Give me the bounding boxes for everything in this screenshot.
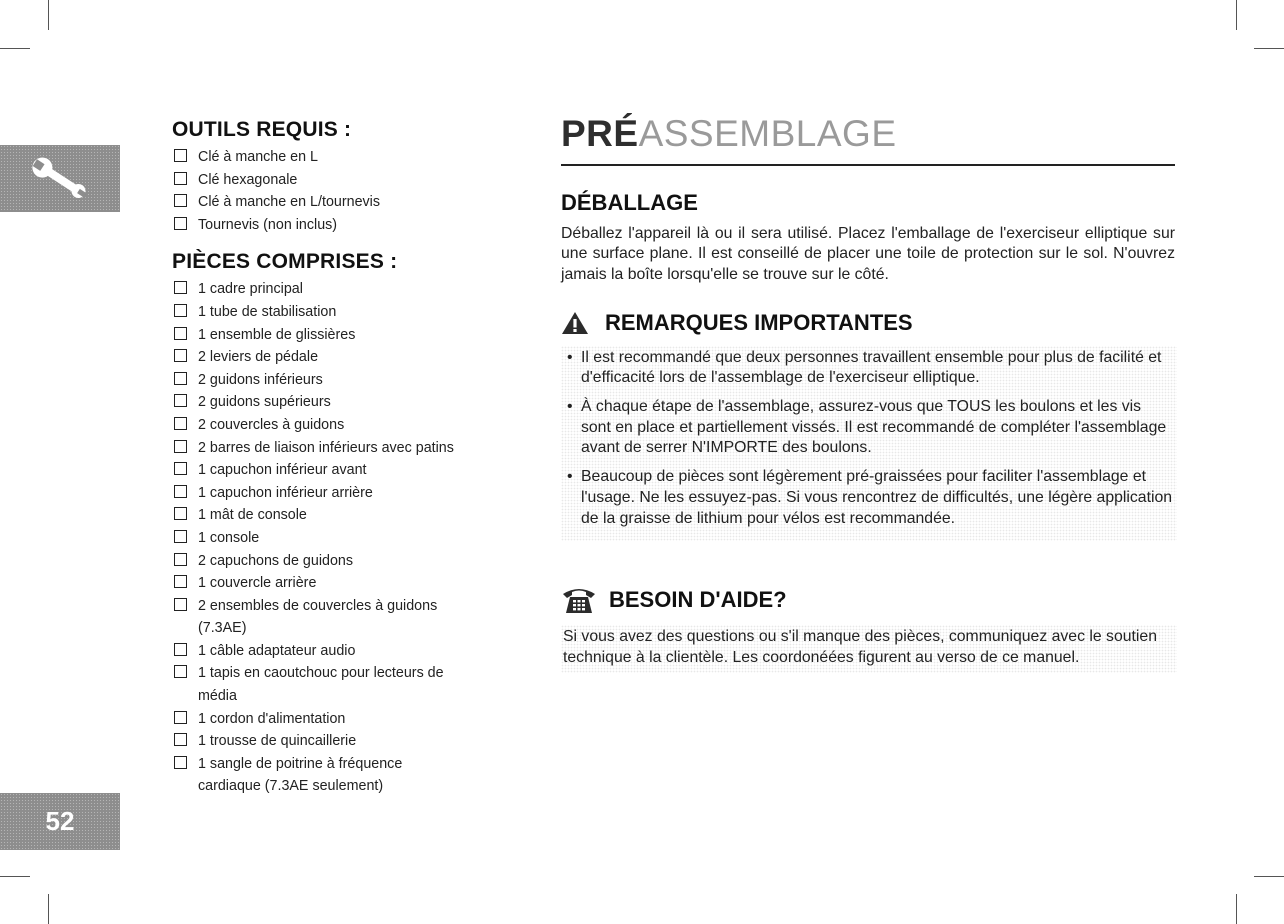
warning-icon <box>561 311 589 335</box>
parts-item: 1 cadre principal <box>174 278 502 301</box>
note-item: • À chaque étape de l'assemblage, assurez-vous que TOUS les boulons et les vis sont en place et partiellement vissés. Il est recommandé de compléter l'assemblage avant de serrer N'IMPORTE des boulons. <box>567 397 1175 459</box>
checkbox[interactable] <box>174 553 187 566</box>
parts-item: 1 ensemble de glissières <box>174 324 502 347</box>
parts-item: 2 capuchons de guidons <box>174 550 502 573</box>
wrench-icon <box>27 154 93 204</box>
checkbox[interactable] <box>174 711 187 724</box>
page-title-rest: ASSEMBLAGE <box>638 113 897 154</box>
tools-item: Clé à manche en L/tournevis <box>174 191 502 214</box>
parts-item: 2 leviers de pédale <box>174 346 502 369</box>
tools-title: OUTILS REQUIS : <box>172 118 352 141</box>
notes-heading <box>561 310 1175 336</box>
checkbox[interactable] <box>174 575 187 588</box>
page-number-tab <box>0 793 120 850</box>
notes-box <box>561 346 1177 542</box>
checkbox[interactable] <box>174 172 187 185</box>
crop-mark <box>0 48 30 49</box>
parts-list <box>174 278 502 798</box>
parts-item: 1 sangle de poitrine à fréquence cardiaque (7.3AE seulement) <box>174 753 444 798</box>
checkbox[interactable] <box>174 643 187 656</box>
parts-item: 2 couvercles à guidons <box>174 414 502 437</box>
help-heading <box>561 585 1175 615</box>
help-box <box>561 625 1177 672</box>
note-item: • Beaucoup de pièces sont légèrement pré-graissées pour faciliter l'assemblage et l'usage. Ne les essuyez-pas. Si vous rencontrez de difficultés, une légère application de la graisse de lithium pour vélos est recommandée. <box>567 467 1175 529</box>
parts-title: PIÈCES COMPRISES : <box>172 250 398 274</box>
crop-mark <box>1254 48 1284 49</box>
parts-item: 1 trousse de quincaillerie <box>174 730 502 753</box>
bullet-icon: • <box>567 398 573 416</box>
parts-item: 1 tapis en caoutchouc pour lecteurs de média <box>174 662 474 707</box>
page-number: 52 <box>45 806 75 836</box>
page-title-prefix: PRÉ <box>561 113 639 154</box>
crop-mark <box>1236 894 1237 924</box>
telephone-icon <box>561 585 597 615</box>
checkbox[interactable] <box>174 349 187 362</box>
notes-list <box>561 346 1177 542</box>
parts-item: 2 ensembles de couvercles à guidons (7.3AE) <box>174 595 484 640</box>
title-rule <box>561 164 1175 166</box>
bullet-icon: • <box>567 468 573 486</box>
checkbox[interactable] <box>174 462 187 475</box>
checkbox[interactable] <box>174 327 187 340</box>
tools-item: Clé à manche en L <box>174 146 502 169</box>
checkbox[interactable] <box>174 530 187 543</box>
tools-item: Tournevis (non inclus) <box>174 214 502 237</box>
help-title: BESOIN D'AIDE? <box>609 587 787 613</box>
checkbox[interactable] <box>174 733 187 746</box>
crop-mark <box>48 894 49 924</box>
unpacking-title: DÉBALLAGE <box>561 189 698 215</box>
checkbox[interactable] <box>174 394 187 407</box>
checkbox[interactable] <box>174 217 187 230</box>
parts-item: 2 guidons inférieurs <box>174 369 502 392</box>
parts-item: 1 console <box>174 527 502 550</box>
left-column <box>172 118 502 798</box>
tools-tab <box>0 145 120 212</box>
checkbox[interactable] <box>174 281 187 294</box>
checkbox[interactable] <box>174 665 187 678</box>
parts-item: 2 guidons supérieurs <box>174 391 502 414</box>
checkbox[interactable] <box>174 194 187 207</box>
checkbox[interactable] <box>174 598 187 611</box>
bullet-icon: • <box>567 348 573 366</box>
checkbox[interactable] <box>174 756 187 769</box>
parts-item: 1 mât de console <box>174 504 502 527</box>
crop-mark <box>0 876 30 877</box>
parts-item: 1 câble adaptateur audio <box>174 640 502 663</box>
notes-title: REMARQUES IMPORTANTES <box>605 309 913 335</box>
checkbox[interactable] <box>174 507 187 520</box>
page-title <box>561 112 1175 156</box>
crop-mark <box>1254 876 1284 877</box>
parts-item: 1 capuchon inférieur avant <box>174 459 502 482</box>
parts-item: 1 cordon d'alimentation <box>174 708 502 731</box>
checkbox[interactable] <box>174 485 187 498</box>
crop-mark <box>48 0 49 30</box>
note-item: • Il est recommandé que deux personnes travaillent ensemble pour plus de facilité et d'efficacité lors de l'assemblage de l'exerciseur elliptique. <box>567 348 1175 389</box>
help-text: Si vous avez des questions ou s'il manque des pièces, communiquez avec le soutien technique à la clientèle. Les coordonéées figurent au verso de ce manuel. <box>563 628 1157 666</box>
checkbox[interactable] <box>174 417 187 430</box>
checkbox[interactable] <box>174 440 187 453</box>
parts-item: 1 tube de stabilisation <box>174 301 502 324</box>
parts-item: 2 barres de liaison inférieurs avec patins <box>174 437 464 460</box>
right-column <box>561 112 1175 673</box>
parts-item: 1 capuchon inférieur arrière <box>174 482 502 505</box>
parts-item: 1 couvercle arrière <box>174 572 502 595</box>
checkbox[interactable] <box>174 304 187 317</box>
checkbox[interactable] <box>174 372 187 385</box>
tools-item: Clé hexagonale <box>174 169 502 192</box>
crop-mark <box>1236 0 1237 30</box>
checkbox[interactable] <box>174 149 187 162</box>
tools-list <box>174 146 502 236</box>
unpacking-text: Déballez l'appareil là ou il sera utilisé. Placez l'emballage de l'exerciseur elliptique sur une surface plane. Il est conseillé de placer une toile de protection sur le sol. N'ouvrez jamais la boîte lorsqu'elle se trouve sur le côté. <box>561 224 1175 283</box>
